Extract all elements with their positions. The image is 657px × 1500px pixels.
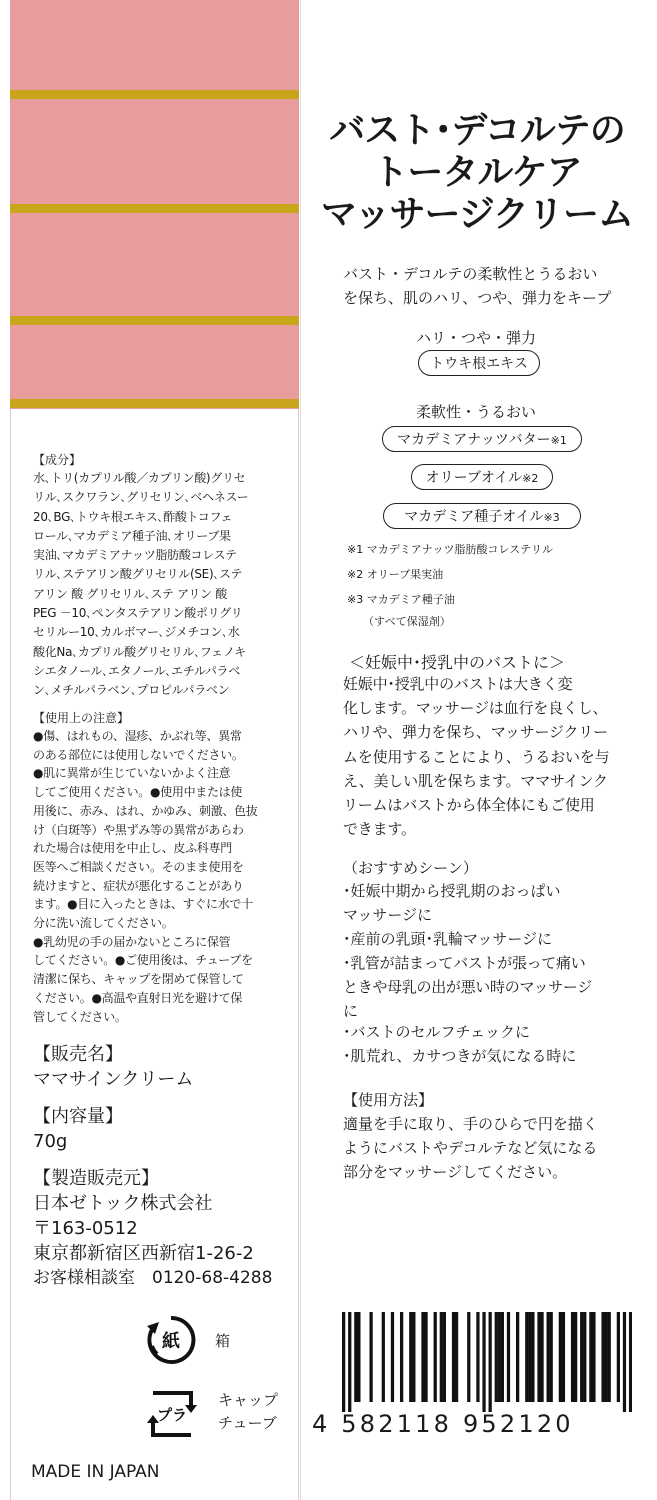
usage-heading: 【使用方法】	[343, 1091, 434, 1109]
svg-text:紙: 紙	[162, 1331, 180, 1352]
maker-heading: 【製造販売元】	[33, 1168, 159, 1189]
barcode-bar	[443, 1312, 446, 1402]
barcode-bar	[495, 1312, 498, 1402]
barcode-bar	[501, 1312, 504, 1402]
ingredient-pill: マカデミアナッツバター※1	[382, 426, 582, 452]
barcode-bar	[409, 1312, 412, 1402]
cautions-text: ●傷、はれもの、湿疹、かぶれ等、異常 のある部位には使用しないでください。 ●肌に異常が生じていないかよく注意 してご使用ください。●使用中または使 用後に、赤み、はれ、かゆみ、刺激、色抜 け（白斑等）や黒ずみ等の異常があらわ れた場合は使用を中止し、皮ふ科専門 医等へご相談ください。そのまま使用を 続けますと、症状が悪化することがあり ます。●目に入ったときは、すぐに水で十 分に洗い流してください。 ●乳幼児の手の届かないところに保管 してください。●ご使用後は、チューブを 清潔に保ち、キャップを閉めて保管して ください。●高温や直射日光を避けて保 管してください。	[33, 729, 258, 1024]
barcode-bar	[452, 1312, 455, 1402]
scenes-heading: （おすすめシーン）	[343, 859, 478, 877]
barcode-bar	[516, 1312, 519, 1402]
barcode-bar	[592, 1312, 595, 1402]
gold-stripe	[10, 90, 299, 99]
barcode-bar	[369, 1312, 372, 1402]
barcode-bar	[528, 1312, 531, 1402]
barcode-bar	[580, 1312, 583, 1402]
product-title-line2: トータルケア	[372, 152, 582, 193]
footnote: （すべて保湿剤）	[363, 615, 451, 628]
usage-text: 適量を手に取り、手のひらで円を描く ようにバストやデコルテなど気になる 部分をマッサージしてください。	[343, 1115, 598, 1181]
paper-recycle-label: 箱	[215, 1332, 231, 1350]
barcode-bar	[589, 1312, 592, 1402]
barcode-bar	[550, 1312, 553, 1402]
barcode-bar	[629, 1312, 632, 1412]
ingredient-pill: マカデミア種子オイル※3	[383, 503, 581, 529]
pregnancy-heading: ＜妊娠中･授乳中のバストに＞	[349, 653, 566, 672]
barcode-bar	[434, 1312, 437, 1402]
sales-name-heading: 【販売名】	[33, 1044, 123, 1065]
footnote: ※1 マカデミアナッツ脂肪酸コレステリル	[347, 543, 553, 556]
benefit-heading: ハリ・つや・弾力	[416, 329, 537, 347]
barcode-bar	[574, 1312, 577, 1402]
maker-name: 日本ゼトック株式会社	[33, 1193, 213, 1214]
gold-stripe	[10, 204, 299, 213]
product-title-line3: マッサージクリーム	[320, 194, 634, 235]
scene-item: ･乳管が詰まってバストが張って痛い ときや母乳の出が悪い時のマッサージ に	[343, 954, 593, 1020]
barcode-bar	[540, 1312, 543, 1402]
barcode-bar	[605, 1312, 608, 1402]
barcode-bar	[489, 1312, 492, 1412]
ingredient-pill: トウキ根エキス	[418, 350, 540, 376]
pregnancy-text: 妊娠中･授乳中のバストは大きく変 化します。マッサージは血行を良くし、 ハリや、弾力を保ち、マッサージクリー ムを使用することにより、うるおいを与 え、美しい肌を保ちます。ママサインク リームはバストから体全体にもご使用 できます。	[343, 675, 610, 839]
barcode-bar	[354, 1312, 357, 1402]
ingredients-list: 水､トリ(カプリル酸／カプリン酸)グリセ リル､スクワラン､グリセリン､ベヘネスー 20､BG､トウキ根エキス､酢酸トコフェ ロール､マカデミア種子油､オリーブ果 実油､マカデミアナッツ脂肪酸コレステ リル､ステアリン酸グリセリル(SE)､ステ アリン 酸 グリセリル､ステ アリン 酸 PEG －10､ペンタステアリン酸ポリグリ セリルー10､カルボマー､ジメチコン､水 酸化Na､カプリル酸グリセリル､フェノキ シエタノール､エタノール､エチルパラベ ン､メチルパラベン､プロピルパラベン	[33, 471, 249, 698]
content-heading: 【内容量】	[33, 1106, 123, 1127]
gold-stripe	[10, 316, 299, 325]
scene-item: ･肌荒れ、カサつきが気になる時に	[343, 1047, 577, 1065]
barcode-bar	[382, 1312, 385, 1402]
paper-recycle-icon	[143, 1312, 199, 1368]
barcode-bar	[342, 1312, 345, 1412]
barcode-bar	[440, 1312, 443, 1402]
barcode	[342, 1312, 632, 1412]
barcode-bar	[559, 1312, 562, 1402]
barcode-bar	[467, 1312, 470, 1402]
barcode-bar	[601, 1312, 604, 1402]
barcode-bar	[476, 1312, 479, 1402]
ingredient-pill: オリーブオイル※2	[411, 464, 553, 490]
barcode-bar	[391, 1312, 394, 1402]
tagline-line1: バスト・デコルテの柔軟性とうるおい	[343, 265, 598, 283]
address: 東京都新宿区西新宿1-26-2	[33, 1243, 254, 1264]
barcode-bar	[412, 1312, 415, 1402]
barcode-bar	[482, 1312, 485, 1412]
barcode-bar	[357, 1312, 360, 1402]
benefit-heading: 柔軟性・うるおい	[416, 403, 537, 421]
plastic-recycle-label-cap: キャップ	[218, 1391, 279, 1409]
barcode-bar	[583, 1312, 586, 1402]
tagline-line2: を保ち、肌のハリ、つや、弾力をキープ	[343, 289, 612, 307]
postal-code: 〒163-0512	[33, 1218, 138, 1239]
barcode-bar	[507, 1312, 510, 1402]
barcode-bar	[547, 1312, 550, 1402]
barcode-bar	[623, 1312, 626, 1412]
barcode-bar	[537, 1312, 540, 1402]
cautions-heading: 【使用上の注意】	[33, 711, 130, 725]
content-value: 70g	[33, 1131, 68, 1152]
ingredients-heading: 【成分】	[33, 453, 82, 467]
barcode-bar	[617, 1312, 620, 1402]
scene-item: ･妊娠中期から授乳期のおっぱい マッサージに	[343, 882, 561, 924]
barcode-bar	[400, 1312, 403, 1402]
barcode-bar	[421, 1312, 424, 1402]
barcode-bar	[424, 1312, 427, 1402]
scene-item: ･産前の乳頭･乳輪マッサージに	[343, 930, 553, 948]
plastic-recycle-icon	[143, 1385, 201, 1443]
barcode-bar	[608, 1312, 611, 1402]
barcode-bar	[525, 1312, 528, 1402]
barcode-bar	[348, 1312, 351, 1412]
barcode-bar	[571, 1312, 574, 1402]
barcode-bar	[562, 1312, 565, 1402]
svg-text:プラ: プラ	[156, 1406, 188, 1424]
made-in-label: MADE IN JAPAN	[31, 1462, 160, 1482]
barcode-bar	[531, 1312, 534, 1402]
footnote: ※3 マカデミア種子油	[347, 593, 455, 606]
footnote: ※2 オリーブ果実油	[347, 568, 444, 581]
barcode-number: 4 582118 952120	[312, 1410, 574, 1438]
barcode-bar	[498, 1312, 501, 1402]
plastic-recycle-label-tube: チューブ	[218, 1414, 277, 1432]
gold-stripe	[10, 399, 299, 408]
sales-name-value: ママサインクリーム	[33, 1069, 194, 1090]
scene-item: ･バストのセルフチェックに	[343, 1023, 531, 1041]
barcode-bar	[455, 1312, 458, 1402]
contact-phone: お客様相談室 0120-68-4288	[33, 1268, 273, 1288]
product-title-line1: バスト･デコルテの	[329, 110, 625, 151]
